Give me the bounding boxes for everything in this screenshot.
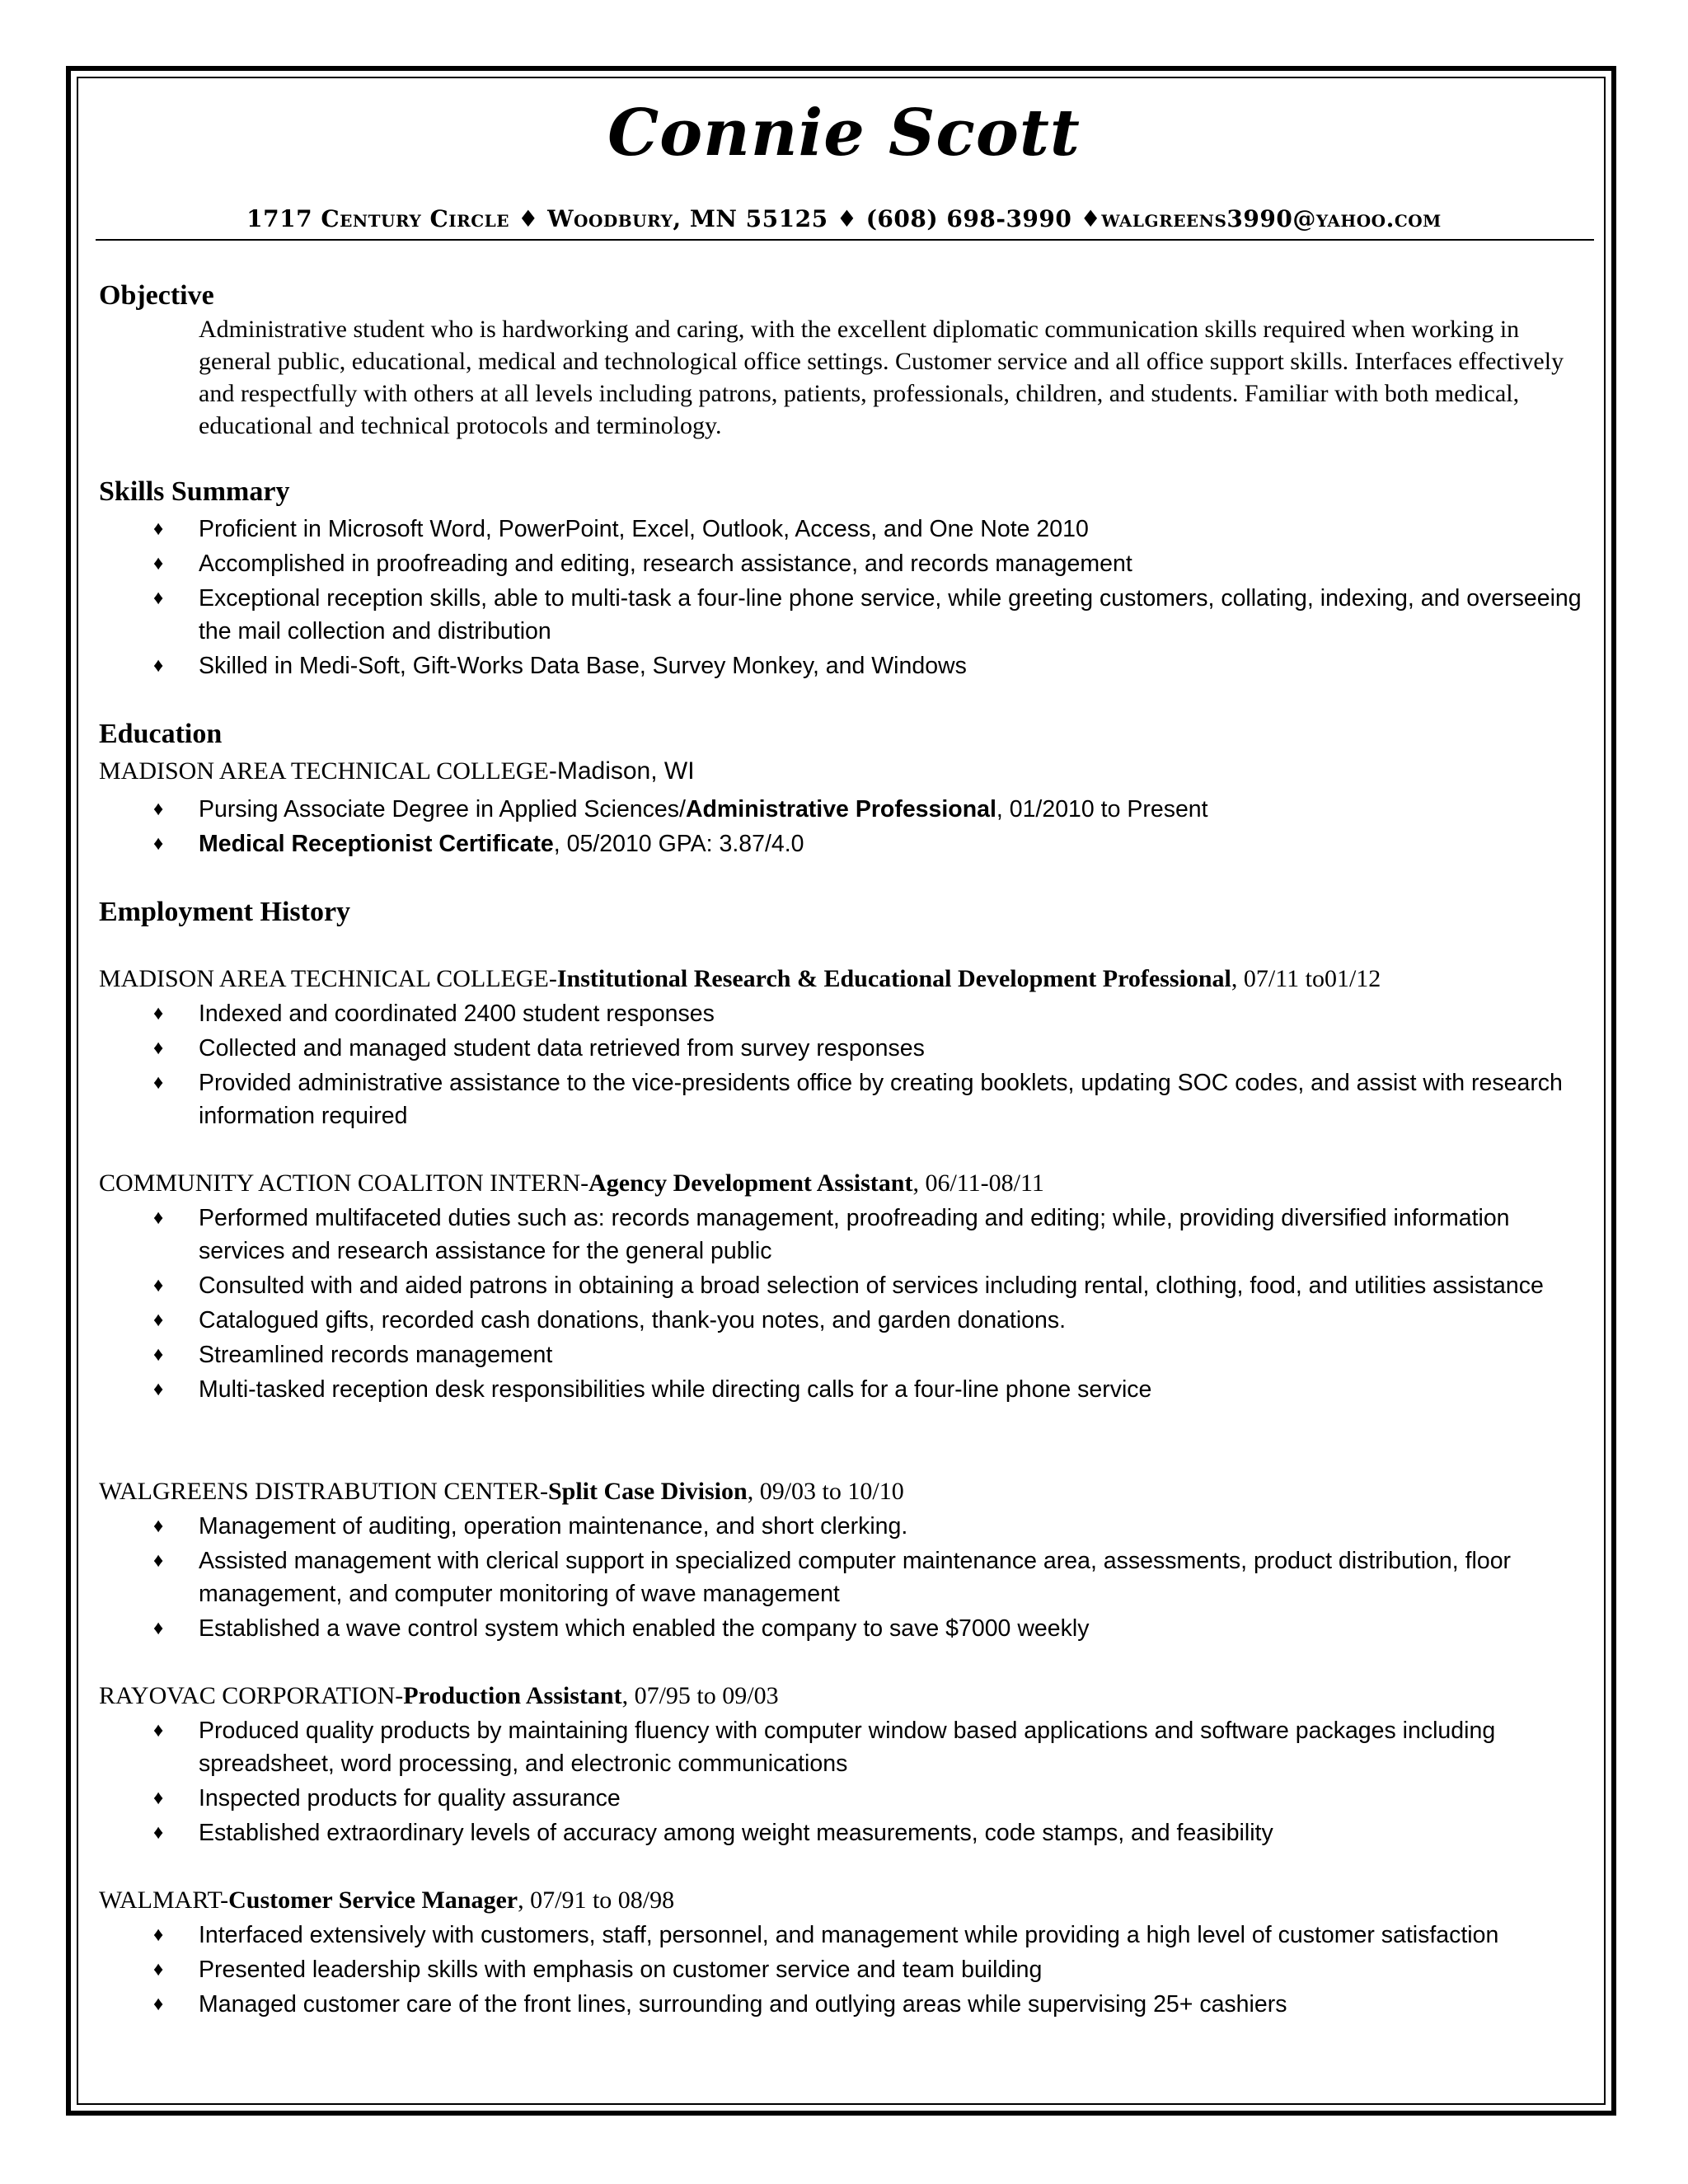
list-item: ♦ Multi-tasked reception desk responsibilities while directing calls for a four-line phone service [0,1373,1583,1406]
list-item: ♦ Produced quality products by maintaining fluency with computer window based applications and software packages including spreadsheet, word processing, and electronic communications [0,1714,1583,1780]
diamond-bullet-icon: ♦ [153,1071,164,1094]
job-duties-list [0,1714,1688,1851]
education-school: MADISON AREA TECHNICAL COLLEGE-Madison, WI [99,757,695,785]
job-duties-list [0,1919,1688,2022]
diamond-bullet-icon: ♦ [153,1343,164,1366]
diamond-bullet-icon: ♦ [153,654,164,677]
diamond-bullet-icon: ♦ [153,1958,164,1980]
diamond-bullet-icon: ♦ [153,1924,164,1946]
job-header: WALMART-Customer Service Manager, 07/91 to 08/98 [99,1886,675,1914]
diamond-bullet-icon: ♦ [153,1037,164,1059]
list-item: ♦ Managed customer care of the front lines, surrounding and outlying areas while supervising 25+ cashiers [0,1988,1583,2021]
list-item: ♦ Streamlined records management [0,1338,1583,1371]
diamond-bullet-icon: ♦ [153,1515,164,1537]
diamond-bullet-icon: ♦ [153,798,164,820]
list-item: ♦ Medical Receptionist Certificate, 05/2010 GPA: 3.87/4.0 [0,827,1583,860]
job-header: WALGREENS DISTRABUTION CENTER-Split Case Division, 09/03 to 10/10 [99,1478,904,1505]
list-item: ♦ Indexed and coordinated 2400 student responses [0,997,1583,1030]
list-item: ♦ Established a wave control system which enabled the company to save $7000 weekly [0,1612,1583,1645]
list-item: ♦ Skilled in Medi-Soft, Gift-Works Data Base, Survey Monkey, and Windows [0,649,1583,682]
list-item: ♦ Pursing Associate Degree in Applied Sciences/Administrative Professional, 01/2010 to Present [0,793,1583,826]
diamond-bullet-icon: ♦ [153,1549,164,1572]
list-item: ♦ Presented leadership skills with emphasis on customer service and team building [0,1953,1583,1986]
diamond-bullet-icon: ♦ [153,1719,164,1741]
education-list [0,793,1688,862]
job-header: RAYOVAC CORPORATION-Production Assistant, 07/95 to 09/03 [99,1682,779,1709]
diamond-bullet-icon: ♦ [153,1309,164,1331]
job-header: MADISON AREA TECHNICAL COLLEGE-Institutional Research & Educational Development Professional, 07/11 to01/12 [99,965,1381,992]
objective-text: Administrative student who is hardworking and caring, with the excellent diplomatic communication skills required when working in general public, educational, medical and technological office settings. Customer service and all office support skills. Interfaces effectively and respectfully with others at all levels including patrons, patients, professionals, children, and students. Familiar with both medical, educational and technical protocols and terminology. [199,316,1564,439]
objective-heading: Objective [99,280,214,311]
list-item: ♦ Assisted management with clerical support in specialized computer maintenance area, assessments, product distribution, floor management, and computer monitoring of wave management [0,1544,1583,1610]
diamond-bullet-icon: ♦ [153,1002,164,1024]
diamond-bullet-icon: ♦ [153,587,164,609]
job-header: COMMUNITY ACTION COALITON INTERN-Agency Development Assistant, 06/11-08/11 [99,1169,1044,1197]
list-item: ♦ Performed multifaceted duties such as: records management, proofreading and editing; while, providing diversified information services and research assistance for the general public [0,1202,1583,1268]
list-item: ♦ Management of auditing, operation maintenance, and short clerking. [0,1510,1583,1543]
header-divider [96,239,1594,241]
list-item: ♦ Accomplished in proofreading and editing, research assistance, and records management [0,547,1583,580]
resume-name: Connie Scott [607,96,1081,171]
diamond-bullet-icon: ♦ [153,1207,164,1229]
list-item: ♦ Provided administrative assistance to the vice-presidents office by creating booklets, updating SOC codes, and assist with research information required [0,1066,1583,1132]
list-item: ♦ Collected and managed student data retrieved from survey responses [0,1032,1583,1065]
diamond-bullet-icon: ♦ [153,1993,164,2015]
skills-list [0,513,1688,684]
job-duties-list [0,1510,1688,1647]
diamond-bullet-icon: ♦ [153,1787,164,1809]
list-item: ♦ Established extraordinary levels of accuracy among weight measurements, code stamps, and feasibility [0,1816,1583,1849]
list-item: ♦ Exceptional reception skills, able to multi-task a four-line phone service, while greeting customers, collating, indexing, and overseeing the mail collection and distribution [0,582,1583,648]
diamond-bullet-icon: ♦ [153,832,164,855]
list-item: ♦ Catalogued gifts, recorded cash donations, thank-you notes, and garden donations. [0,1304,1583,1337]
list-item: ♦ Proficient in Microsoft Word, PowerPoint, Excel, Outlook, Access, and One Note 2010 [0,513,1583,546]
contact-line: 1717 Century Circle ♦ Woodbury, MN 55125 ♦ (608) 698-3990 ♦walgreens3990@yahoo.com [246,205,1442,232]
skills-heading: Skills Summary [99,476,290,507]
list-item: ♦ Inspected products for quality assurance [0,1782,1583,1815]
list-item: ♦ Consulted with and aided patrons in obtaining a broad selection of services including rental, clothing, food, and utilities assistance [0,1269,1583,1302]
diamond-bullet-icon: ♦ [153,1617,164,1639]
list-item: ♦ Interfaced extensively with customers, staff, personnel, and management while providing a high level of customer satisfaction [0,1919,1583,1952]
job-duties-list [0,1202,1688,1408]
diamond-bullet-icon: ♦ [153,1378,164,1400]
diamond-bullet-icon: ♦ [153,1821,164,1844]
diamond-bullet-icon: ♦ [153,552,164,574]
diamond-bullet-icon: ♦ [153,518,164,540]
employment-heading: Employment History [99,897,351,927]
education-heading: Education [99,719,223,749]
job-duties-list [0,997,1688,1134]
diamond-bullet-icon: ♦ [153,1274,164,1296]
